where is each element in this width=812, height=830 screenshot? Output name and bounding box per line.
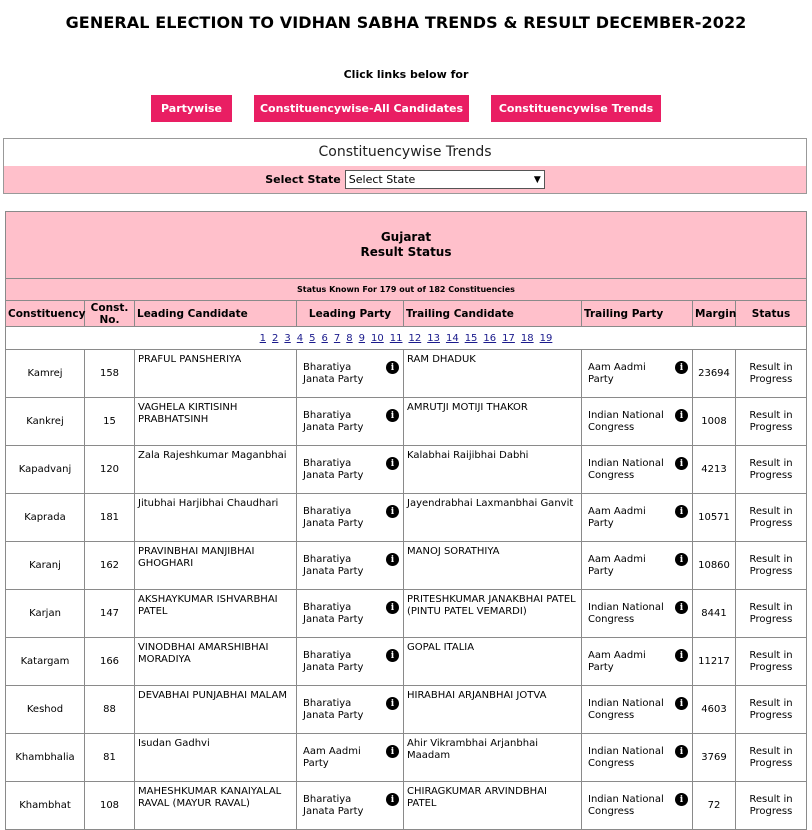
- page-title: GENERAL ELECTION TO VIDHAN SABHA TRENDS & RESULT DECEMBER-2022: [65, 13, 747, 32]
- status-cell: Result in Progress: [736, 734, 807, 782]
- col-header-const-no: Const. No.: [85, 301, 135, 327]
- page-link-4[interactable]: 4: [296, 332, 304, 344]
- const-no-cell: 158: [85, 350, 135, 398]
- margin-cell: 4213: [693, 446, 736, 494]
- trailing-party-cell: [582, 494, 693, 542]
- info-icon[interactable]: i: [675, 457, 688, 470]
- status-cell: Result in Progress: [736, 638, 807, 686]
- constituency-cell: Kankrej: [6, 398, 85, 446]
- info-icon[interactable]: i: [675, 409, 688, 422]
- leading-candidate-cell: PRAVINBHAI MANJIBHAI GHOGHARI: [135, 542, 297, 590]
- table-row: [6, 350, 807, 398]
- page-link-5[interactable]: 5: [309, 332, 316, 344]
- info-icon[interactable]: i: [386, 553, 399, 566]
- trailing-candidate-cell: Kalabhai Raijibhai Dabhi: [404, 446, 582, 494]
- page-link-3[interactable]: 3: [284, 332, 291, 344]
- info-icon[interactable]: i: [386, 697, 399, 710]
- status-cell: Result in Progress: [736, 350, 807, 398]
- party-name: Aam Aadmi Party: [588, 649, 646, 673]
- info-icon[interactable]: i: [386, 505, 399, 518]
- page-link-15[interactable]: 15: [464, 332, 478, 344]
- page-link-6[interactable]: 6: [321, 332, 328, 344]
- constituencywise-all-candidates-button[interactable]: Constituencywise-All Candidates: [254, 95, 469, 122]
- party-name: Bharatiya Janata Party: [303, 457, 364, 481]
- trailing-candidate-cell: CHIRAGKUMAR ARVINDBHAI PATEL: [404, 782, 582, 830]
- const-no-cell: 162: [85, 542, 135, 590]
- const-no-cell: 108: [85, 782, 135, 830]
- info-icon[interactable]: i: [675, 361, 688, 374]
- result-status-table-wrap: [5, 211, 806, 830]
- info-icon[interactable]: i: [386, 793, 399, 806]
- trailing-party-cell: [582, 638, 693, 686]
- trailing-party-cell: [582, 734, 693, 782]
- page-link-16[interactable]: 16: [483, 332, 497, 344]
- leading-candidate-cell: MAHESHKUMAR KANAIYALAL RAVAL (MAYUR RAVAL): [135, 782, 297, 830]
- status-cell: Result in Progress: [736, 398, 807, 446]
- state-name: Gujarat: [380, 230, 432, 244]
- party-name: Bharatiya Janata Party: [303, 601, 364, 625]
- col-header-margin: Margin: [693, 301, 736, 327]
- const-no-cell: 166: [85, 638, 135, 686]
- state-select-value: Select State: [348, 173, 416, 186]
- leading-party-cell: [297, 734, 404, 782]
- constituencywise-trends-button[interactable]: Constituencywise Trends: [491, 95, 661, 122]
- party-name: Aam Aadmi Party: [588, 505, 646, 529]
- page-link-10[interactable]: 10: [371, 332, 384, 344]
- trailing-party-cell: [582, 542, 693, 590]
- status-cell: Result in Progress: [736, 686, 807, 734]
- table-row: [6, 494, 807, 542]
- info-icon[interactable]: i: [386, 409, 399, 422]
- col-header-status: Status: [736, 301, 807, 327]
- const-no-cell: 88: [85, 686, 135, 734]
- table-row: [6, 686, 807, 734]
- result-header: [6, 212, 807, 279]
- col-header-leading-candidate: Leading Candidate: [135, 301, 297, 327]
- info-icon[interactable]: i: [675, 505, 688, 518]
- leading-party-cell: [297, 350, 404, 398]
- trailing-party-cell: [582, 590, 693, 638]
- trailing-candidate-cell: GOPAL ITALIA: [404, 638, 582, 686]
- margin-cell: 8441: [693, 590, 736, 638]
- party-name: Bharatiya Janata Party: [303, 553, 364, 577]
- trends-title: Constituencywise Trends: [318, 144, 492, 160]
- party-name: Bharatiya Janata Party: [303, 505, 364, 529]
- table-row: [6, 590, 807, 638]
- info-icon[interactable]: i: [675, 697, 688, 710]
- page-link-11[interactable]: 11: [389, 332, 403, 344]
- partywise-button[interactable]: Partywise: [151, 95, 232, 122]
- margin-cell: 23694: [693, 350, 736, 398]
- leading-party-cell: [297, 686, 404, 734]
- state-select[interactable]: [345, 170, 545, 189]
- constituency-cell: Kaprada: [6, 494, 85, 542]
- click-links-text: Click links below for: [343, 68, 469, 81]
- const-no-cell: 120: [85, 446, 135, 494]
- margin-cell: 4603: [693, 686, 736, 734]
- info-icon[interactable]: i: [675, 553, 688, 566]
- party-name: Indian National Congress: [588, 793, 664, 817]
- trailing-party-cell: [582, 446, 693, 494]
- leading-candidate-cell: PRAFUL PANSHERIYA: [135, 350, 297, 398]
- constituency-cell: Kapadvanj: [6, 446, 85, 494]
- trailing-candidate-cell: PRITESHKUMAR JANAKBHAI PATEL (PINTU PATEL VEMARDI): [404, 590, 582, 638]
- info-icon[interactable]: i: [675, 649, 688, 662]
- party-name: Aam Aadmi Party: [588, 361, 646, 385]
- party-name: Bharatiya Janata Party: [303, 793, 364, 817]
- constituency-cell: Keshod: [6, 686, 85, 734]
- status-cell: Result in Progress: [736, 494, 807, 542]
- page-link-7[interactable]: 7: [333, 332, 341, 344]
- const-no-cell: 81: [85, 734, 135, 782]
- margin-cell: 10860: [693, 542, 736, 590]
- trailing-candidate-cell: AMRUTJI MOTIJI THAKOR: [404, 398, 582, 446]
- page-link-8[interactable]: 8: [346, 332, 353, 344]
- table-row: [6, 734, 807, 782]
- trailing-party-cell: [582, 398, 693, 446]
- leading-candidate-cell: VINODBHAI AMARSHIBHAI MORADIYA: [135, 638, 297, 686]
- table-row: [6, 542, 807, 590]
- leading-candidate-cell: Zala Rajeshkumar Maganbhai: [135, 446, 297, 494]
- constituency-cell: Khambhalia: [6, 734, 85, 782]
- page-link-2[interactable]: 2: [272, 332, 279, 344]
- party-name: Indian National Congress: [588, 601, 664, 625]
- page-link-9[interactable]: 9: [358, 332, 366, 344]
- party-name: Bharatiya Janata Party: [303, 697, 364, 721]
- page-link-18[interactable]: 18: [520, 332, 534, 344]
- info-icon[interactable]: i: [675, 601, 688, 614]
- party-name: Indian National Congress: [588, 409, 664, 433]
- margin-cell: 3769: [693, 734, 736, 782]
- constituency-cell: Kamrej: [6, 350, 85, 398]
- trailing-party-cell: [582, 782, 693, 830]
- leading-party-cell: [297, 590, 404, 638]
- party-name: Bharatiya Janata Party: [303, 649, 364, 673]
- const-no-cell: 181: [85, 494, 135, 542]
- leading-party-cell: [297, 398, 404, 446]
- leading-candidate-cell: Jitubhai Harjibhai Chaudhari: [135, 494, 297, 542]
- page-link-17[interactable]: 17: [502, 332, 515, 344]
- const-no-cell: 147: [85, 590, 135, 638]
- info-icon[interactable]: i: [675, 793, 688, 806]
- leading-candidate-cell: DEVABHAI PUNJABHAI MALAM: [135, 686, 297, 734]
- party-name: Bharatiya Janata Party: [303, 361, 364, 385]
- info-icon[interactable]: i: [386, 361, 399, 374]
- status-known-text: Status Known For 179 out of 182 Constituencies: [6, 279, 807, 301]
- info-icon[interactable]: i: [386, 745, 399, 758]
- result-subtitle: Result Status: [360, 245, 452, 259]
- table-row: [6, 782, 807, 830]
- trailing-candidate-cell: RAM DHADUK: [404, 350, 582, 398]
- leading-party-cell: [297, 446, 404, 494]
- col-header-trailing-party: Trailing Party: [582, 301, 693, 327]
- info-icon[interactable]: i: [386, 601, 399, 614]
- result-status-table: [5, 211, 807, 830]
- constituency-cell: Karanj: [6, 542, 85, 590]
- party-name: Bharatiya Janata Party: [303, 409, 364, 433]
- table-row: [6, 398, 807, 446]
- leading-party-cell: [297, 638, 404, 686]
- status-cell: Result in Progress: [736, 782, 807, 830]
- trends-panel: [3, 138, 807, 194]
- margin-cell: 1008: [693, 398, 736, 446]
- chevron-down-icon: ▼: [533, 174, 541, 185]
- trailing-party-cell: [582, 350, 693, 398]
- party-name: Indian National Congress: [588, 745, 664, 769]
- party-name: Indian National Congress: [588, 697, 664, 721]
- status-cell: Result in Progress: [736, 590, 807, 638]
- margin-cell: 10571: [693, 494, 736, 542]
- pagination: [6, 327, 807, 350]
- constituency-cell: Karjan: [6, 590, 85, 638]
- trailing-candidate-cell: Ahir Vikrambhai Arjanbhai Maadam: [404, 734, 582, 782]
- constituency-cell: Katargam: [6, 638, 85, 686]
- leading-candidate-cell: VAGHELA KIRTISINH PRABHATSINH: [135, 398, 297, 446]
- table-row: [6, 446, 807, 494]
- page-link-12[interactable]: 12: [408, 332, 422, 344]
- trailing-candidate-cell: HIRABHAI ARJANBHAI JOTVA: [404, 686, 582, 734]
- select-state-label: Select State: [265, 173, 341, 186]
- col-header-constituency: Constituency: [6, 301, 85, 327]
- page-link-1[interactable]: 1: [259, 332, 267, 344]
- status-cell: Result in Progress: [736, 542, 807, 590]
- const-no-cell: 15: [85, 398, 135, 446]
- page-link-13[interactable]: 13: [427, 332, 440, 344]
- leading-party-cell: [297, 542, 404, 590]
- party-name: Aam Aadmi Party: [303, 745, 361, 769]
- constituency-cell: Khambhat: [6, 782, 85, 830]
- party-name: Indian National Congress: [588, 457, 664, 481]
- page-link-19[interactable]: 19: [539, 332, 553, 344]
- party-name: Aam Aadmi Party: [588, 553, 646, 577]
- leading-candidate-cell: Isudan Gadhvi: [135, 734, 297, 782]
- info-icon[interactable]: i: [386, 649, 399, 662]
- leading-party-cell: [297, 494, 404, 542]
- page-link-14[interactable]: 14: [445, 332, 459, 344]
- state-select-row: [4, 166, 806, 193]
- margin-cell: 11217: [693, 638, 736, 686]
- trailing-party-cell: [582, 686, 693, 734]
- trailing-candidate-cell: Jayendrabhai Laxmanbhai Ganvit: [404, 494, 582, 542]
- trailing-candidate-cell: MANOJ SORATHIYA: [404, 542, 582, 590]
- margin-cell: 72: [693, 782, 736, 830]
- leading-party-cell: [297, 782, 404, 830]
- info-icon[interactable]: i: [675, 745, 688, 758]
- table-row: [6, 638, 807, 686]
- info-icon[interactable]: i: [386, 457, 399, 470]
- col-header-trailing-candidate: Trailing Candidate: [404, 301, 582, 327]
- status-cell: Result in Progress: [736, 446, 807, 494]
- col-header-leading-party: Leading Party: [297, 301, 404, 327]
- leading-candidate-cell: AKSHAYKUMAR ISHVARBHAI PATEL: [135, 590, 297, 638]
